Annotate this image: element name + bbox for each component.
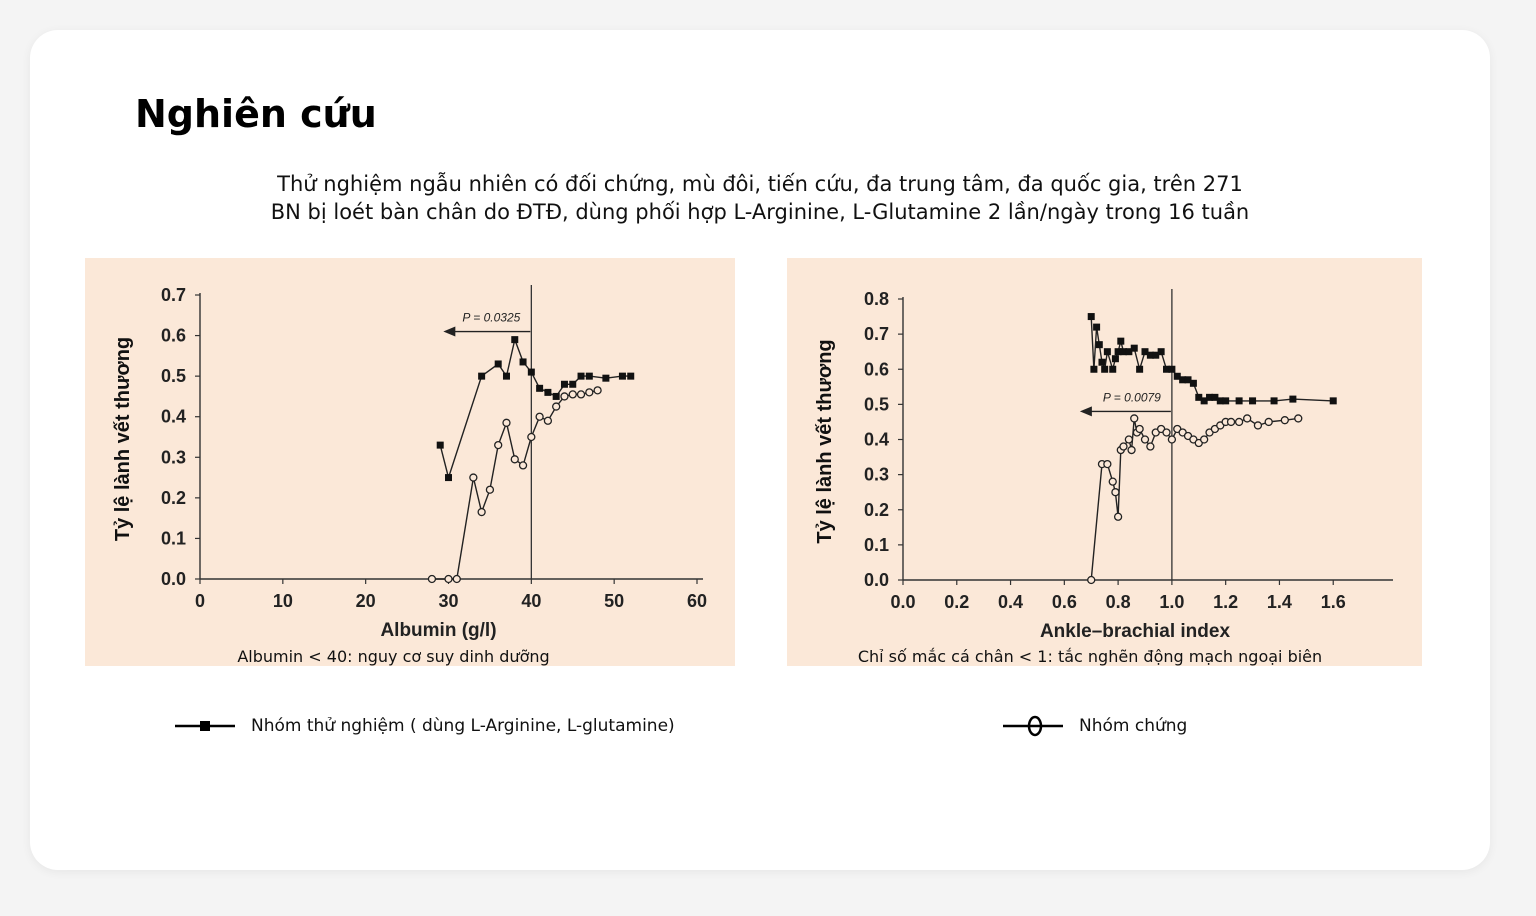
data-point-circle [1244,415,1251,422]
data-point-circle [594,387,601,394]
data-point-square [495,360,502,367]
data-point-circle [528,434,535,441]
x-tick-label: 0.4 [998,592,1024,612]
y-tick-label: 0.2 [863,499,889,520]
data-point-circle [1125,436,1132,443]
data-point-circle [1201,436,1208,443]
data-point-circle [1163,429,1170,436]
data-point-square [520,358,527,365]
data-point-circle [1128,447,1135,454]
page-title: Nghiên cứu [135,92,377,136]
data-point-circle [511,456,518,463]
data-point-square [553,393,560,400]
data-point-square [503,373,510,380]
data-point-square [536,385,543,392]
data-point-square [544,389,551,396]
y-tick-label: 0.0 [863,570,889,590]
x-tick-label: 0.6 [1051,592,1077,612]
description-line-1: Thử nghiệm ngẫu nhiên có đối chứng, mù đôi, tiến cứu, đa trung tâm, đa quốc gia, trên 271 [277,172,1243,196]
data-point-square [1090,366,1097,373]
data-point-circle [1104,461,1111,468]
data-point-circle [1112,489,1119,496]
data-point-circle [495,442,502,449]
data-point-circle [569,391,576,398]
abi-chart-panel [787,258,1422,666]
data-point-square [511,336,518,343]
albumin-chart [85,258,735,666]
x-tick-label: 0.8 [1105,592,1131,612]
y-tick-label: 0.4 [863,429,889,450]
y-tick-label: 0.1 [863,534,889,555]
data-point-square [1112,355,1119,362]
data-point-circle [586,389,593,396]
x-axis-label: Ankle–brachial index [1039,621,1231,642]
data-point-square [528,369,535,376]
data-point-square [1109,366,1116,373]
x-tick-label: 1.2 [1213,592,1239,612]
legend-square-marker-icon [175,716,235,736]
x-tick-label: 0.0 [890,592,916,612]
data-point-square [1131,345,1138,352]
data-point-circle [470,474,477,481]
data-point-circle [486,486,493,493]
y-tick-label: 0.7 [863,324,889,345]
data-point-circle [453,576,460,583]
data-point-square [1168,366,1175,373]
data-point-square [445,474,452,481]
chart-caption: Albumin < 40: nguy cơ suy dinh dưỡng [237,647,550,666]
data-point-square [627,373,634,380]
data-point-square [1101,366,1108,373]
data-point-circle [1136,425,1143,432]
data-point-square [1330,397,1337,404]
data-point-square [1098,359,1105,366]
y-tick-label: 0.3 [160,447,186,468]
data-point-square [1136,366,1143,373]
x-tick-label: 1.6 [1320,592,1346,612]
series-line-circle [432,390,598,579]
x-tick-label: 10 [272,591,293,611]
abi-chart [787,258,1422,666]
legend-control-label: Nhóm chứng [1079,716,1188,736]
y-tick-label: 0.6 [160,325,186,346]
study-description [160,170,1360,226]
y-tick-label: 0.8 [863,289,889,309]
data-point-square [1088,313,1095,320]
data-point-circle [544,417,551,424]
data-point-circle [1236,418,1243,425]
y-tick-label: 0.1 [160,528,186,549]
data-point-square [1222,397,1229,404]
data-point-square [1249,397,1256,404]
data-point-square [1093,324,1100,331]
data-point-square [1104,348,1111,355]
data-point-square [1289,396,1296,403]
data-point-circle [561,393,568,400]
albumin-chart-panel [85,258,735,666]
p-arrow-head [1080,406,1092,416]
data-point-circle [1295,415,1302,422]
data-point-square [569,381,576,388]
description-line-2: BN bị loét bàn chân do ĐTĐ, dùng phối hợp L-Arginine, L-Glutamine 2 lần/ngày trong 16 tuần [270,200,1250,224]
data-point-circle [536,413,543,420]
legend-treatment-label: Nhóm thử nghiệm ( dùng L-Arginine, L-glutamine) [251,716,675,736]
p-value-annotation: P = 0.0325 [462,310,521,325]
legend-control [1003,712,1187,740]
chart-caption: Chỉ số mắc cá chân < 1: tắc nghẽn động mạch ngoại biên [857,647,1323,666]
data-point-square [478,373,485,380]
legend-treatment [175,712,675,740]
data-point-circle [478,509,485,516]
y-axis-label: Tỷ lệ lành vết thương [814,339,836,544]
data-point-square [1236,397,1243,404]
data-point-square [437,442,444,449]
x-tick-label: 30 [438,591,459,611]
data-point-circle [1168,436,1175,443]
data-point-circle [428,576,435,583]
y-tick-label: 0.0 [160,569,186,589]
legend-circle-marker-icon [1003,714,1063,738]
y-tick-label: 0.5 [863,394,889,415]
x-tick-label: 0 [194,591,206,611]
data-point-circle [1109,478,1116,485]
x-tick-label: 1.0 [1159,592,1185,612]
data-point-circle [1131,415,1138,422]
series-line-square [1091,317,1333,401]
data-point-square [586,373,593,380]
data-point-square [1096,341,1103,348]
p-arrow-head [443,327,455,337]
data-point-circle [1281,417,1288,424]
y-tick-label: 0.4 [160,406,186,427]
y-tick-label: 0.3 [863,464,889,485]
data-point-circle [1265,418,1272,425]
data-point-circle [520,462,527,469]
data-point-circle [445,576,452,583]
y-tick-label: 0.6 [863,359,889,380]
data-point-circle [1120,443,1127,450]
y-axis-label: Tỷ lệ lành vết thương [112,336,134,542]
x-tick-label: 1.4 [1266,592,1292,612]
x-tick-label: 0.2 [944,592,970,612]
data-point-circle [1088,577,1095,584]
data-point-circle [1147,443,1154,450]
x-tick-label: 60 [686,591,708,611]
data-point-circle [1115,513,1122,520]
x-tick-label: 40 [521,591,542,611]
data-point-circle [1228,418,1235,425]
data-point-square [1158,348,1165,355]
data-point-circle [1142,436,1149,443]
x-tick-label: 20 [355,591,376,611]
data-point-square [1190,380,1197,387]
y-tick-label: 0.5 [160,366,186,387]
data-point-square [578,373,585,380]
data-point-circle [503,419,510,426]
data-point-circle [553,403,560,410]
y-tick-label: 0.2 [160,487,186,508]
y-tick-label: 0.7 [160,285,186,305]
data-point-circle [1254,422,1261,429]
series-line-square [440,340,631,478]
data-point-square [619,373,626,380]
data-point-square [602,375,609,382]
data-point-circle [578,391,585,398]
x-tick-label: 50 [604,591,625,611]
p-value-annotation: P = 0.0079 [1102,390,1161,405]
data-point-square [1117,338,1124,345]
data-point-square [1271,397,1278,404]
x-axis-label: Albumin (g/l) [380,620,497,641]
data-point-square [561,381,568,388]
